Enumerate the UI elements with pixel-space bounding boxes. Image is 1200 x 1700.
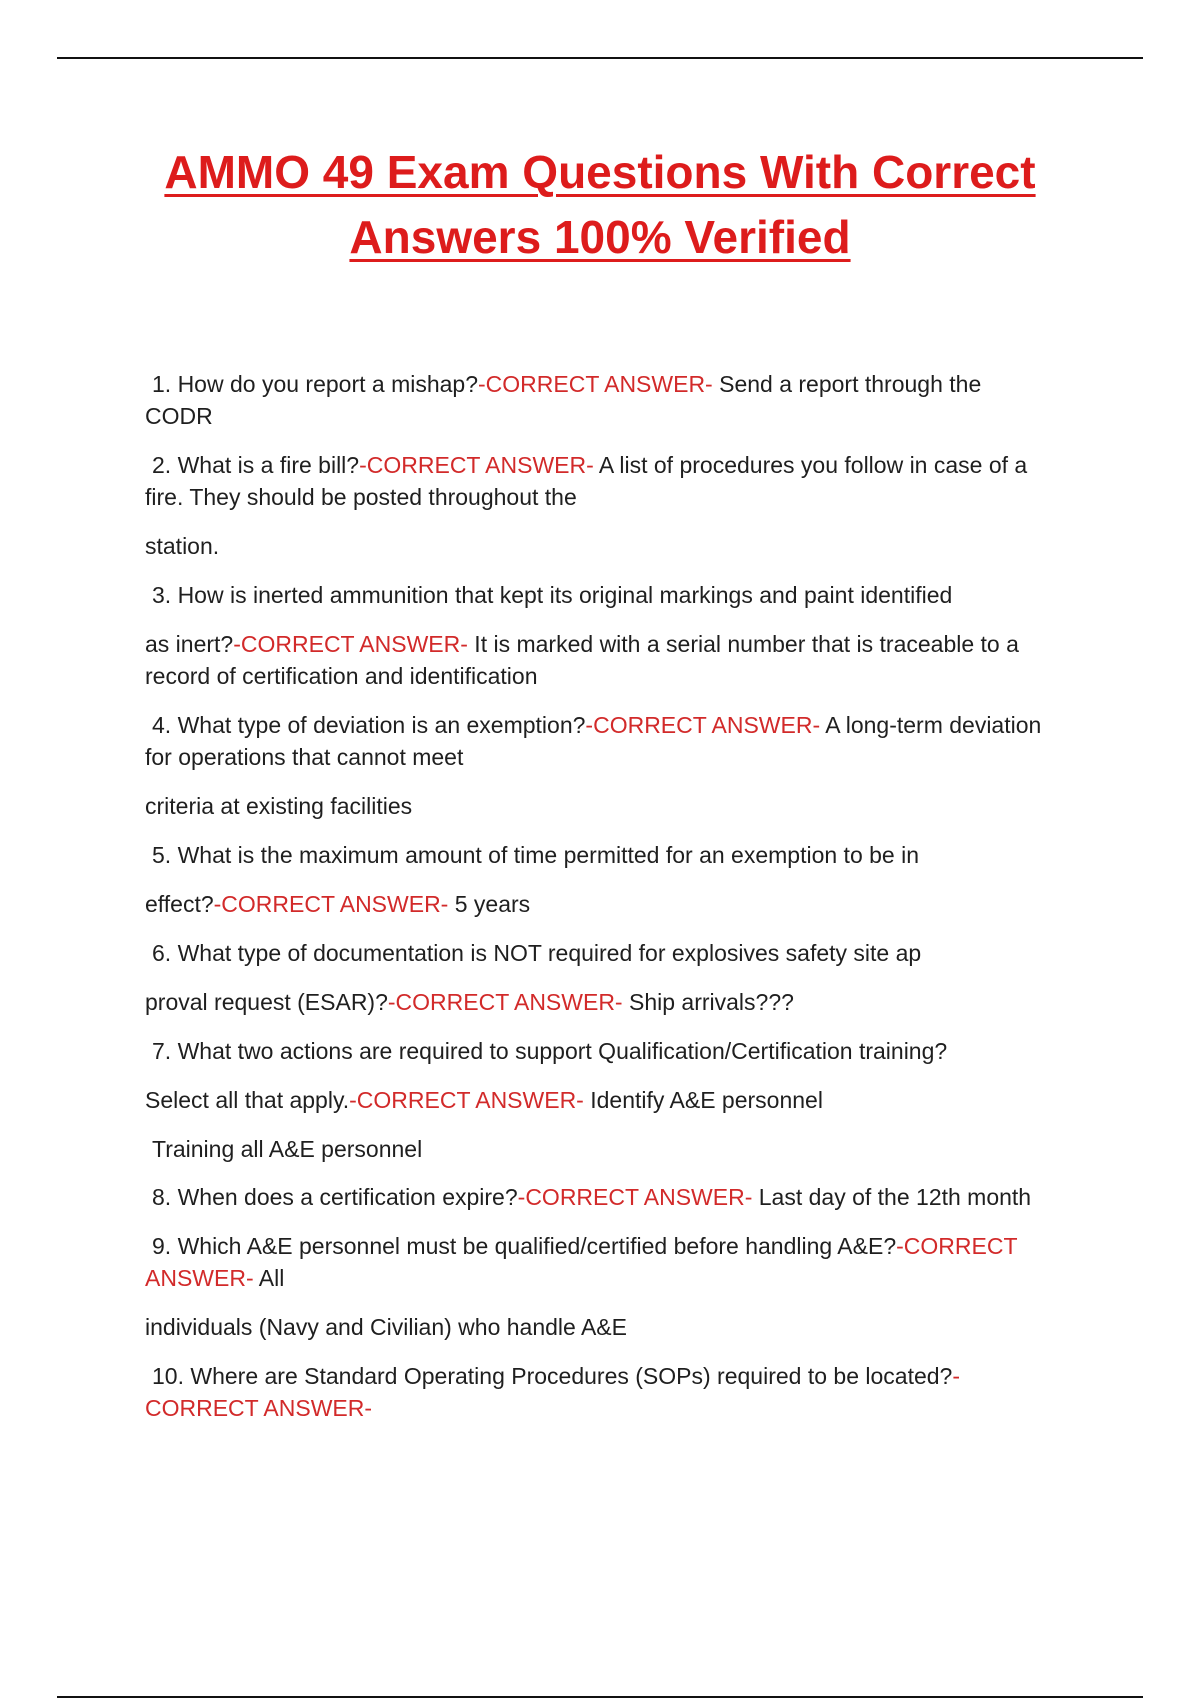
question-7-cont: Select all that apply.-CORRECT ANSWER- Identify A&E personnel	[145, 1087, 823, 1113]
correct-answer-label: -CORRECT ANSWER-	[585, 712, 821, 738]
correct-answer-label-part-2: CORRECT ANSWER-	[145, 1395, 373, 1421]
answer-4-cont: for operations that cannot meet	[145, 744, 464, 770]
question-1: 1. How do you report a mishap?-CORRECT ANSWER- Send a report through the	[152, 371, 982, 397]
correct-answer-label: -CORRECT ANSWER-	[517, 1184, 753, 1210]
question-3: 3. How is inerted ammunition that kept its original markings and paint identified	[152, 582, 953, 608]
question-5: 5. What is the maximum amount of time permitted for an exemption to be in	[152, 842, 920, 868]
question-8: 8. When does a certification expire?-CORRECT ANSWER- Last day of the 12th month	[152, 1184, 1032, 1210]
correct-answer-label: -CORRECT ANSWER-	[478, 371, 713, 397]
title-line-2: Answers 100% Verified	[349, 211, 851, 263]
correct-answer-label: -CORRECT ANSWER-	[213, 891, 449, 917]
answer-9-cont: individuals (Navy and Civilian) who handle A&E	[145, 1314, 627, 1340]
correct-answer-label: -CORRECT ANSWER-	[233, 631, 468, 657]
answer-4-cont-2: criteria at existing facilities	[145, 793, 413, 819]
answer-3-cont: record of certification and identification	[145, 663, 538, 689]
correct-answer-label-part-2: ANSWER-	[145, 1265, 254, 1291]
title-line-1: AMMO 49 Exam Questions With Correct	[164, 146, 1036, 198]
question-4: 4. What type of deviation is an exemption?-CORRECT ANSWER- A long-term deviation	[152, 712, 1042, 738]
document-title	[100, 140, 1100, 270]
bottom-divider	[57, 1696, 1143, 1698]
correct-answer-label-part-1: -	[952, 1363, 960, 1389]
top-divider	[57, 57, 1143, 59]
correct-answer-label: -CORRECT ANSWER-	[349, 1087, 584, 1113]
question-6: 6. What type of documentation is NOT required for explosives safety site ap	[152, 940, 922, 966]
question-10: 10. Where are Standard Operating Procedures (SOPs) required to be located?-	[152, 1363, 960, 1389]
question-3-cont: as inert?-CORRECT ANSWER- It is marked with a serial number that is traceable to a	[145, 631, 1019, 657]
question-6-cont: proval request (ESAR)?-CORRECT ANSWER- Ship arrivals???	[145, 989, 794, 1015]
correct-answer-label-part-1: -CORRECT	[896, 1233, 1018, 1259]
correct-answer-label: -CORRECT ANSWER-	[359, 452, 594, 478]
qa-list	[145, 368, 1095, 1424]
question-7: 7. What two actions are required to support Qualification/Certification training?	[152, 1038, 948, 1064]
answer-1-cont: CODR	[145, 403, 213, 429]
question-10-cont	[145, 1392, 1095, 1424]
question-2: 2. What is a fire bill?-CORRECT ANSWER- A list of procedures you follow in case of a	[152, 452, 1028, 478]
correct-answer-label: -CORRECT ANSWER-	[387, 989, 623, 1015]
question-9-cont: ANSWER- All	[145, 1265, 285, 1291]
answer-2-cont-2: station.	[145, 533, 220, 559]
question-5-cont: effect?-CORRECT ANSWER- 5 years	[145, 891, 531, 917]
answer-7-cont: Training all A&E personnel	[152, 1136, 423, 1162]
answer-2-cont: fire. They should be posted throughout the	[145, 484, 577, 510]
question-9: 9. Which A&E personnel must be qualified/certified before handling A&E?-CORRECT	[152, 1233, 1018, 1259]
